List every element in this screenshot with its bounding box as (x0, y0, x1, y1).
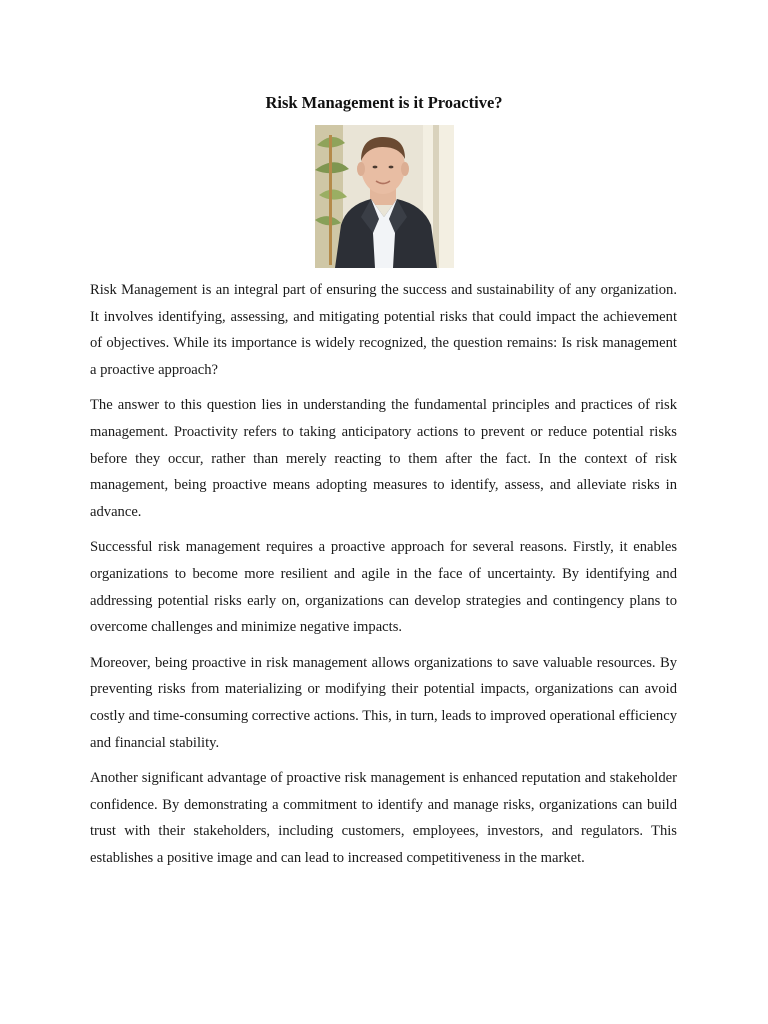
paragraph-2: The answer to this question lies in understanding the fundamental principles and practices of risk management. Proactivity refers to taking anticipatory actions to prevent or reduce potential risks before they occur, rather than merely reacting to them after the fact. In the context of risk management, being proactive means adopting measures to identify, assess, and alleviate risks in advance. (90, 397, 677, 520)
paragraph-5: Another significant advantage of proactive risk management is enhanced reputation and stakeholder confidence. By demonstrating a commitment to identify and manage risks, organizations can build trust with their stakeholders, including customers, employees, investors, and regulators. This establishes a positive image and can lead to increased competitiveness in the market. (90, 770, 677, 866)
article-body (90, 277, 677, 880)
paragraph-4: Moreover, being proactive in risk management allows organizations to save valuable resources. By preventing risks from materializing or modifying their potential impacts, organizations can avoid costly and time-consuming corrective actions. This, in turn, leads to improved operational efficiency and financial stability. (90, 654, 677, 751)
document-title: Risk Management is it Proactive? (265, 93, 503, 112)
paragraph-1: Risk Management is an integral part of ensuring the success and sustainability of any organization. It involves identifying, assessing, and mitigating potential risks that could impact the achievement of objectives. While its importance is widely recognized, the question remains: Is risk management a proactive approach? (90, 282, 677, 378)
portrait-photo (315, 125, 454, 268)
paragraph-3: Successful risk management requires a proactive approach for several reasons. Firstly, it enables organizations to become more resilient and agile in the face of uncertainty. By identifying and addressing potential risks early on, organizations can develop strategies and contingency plans to overcome challenges and minimize negative impacts. (90, 539, 677, 636)
